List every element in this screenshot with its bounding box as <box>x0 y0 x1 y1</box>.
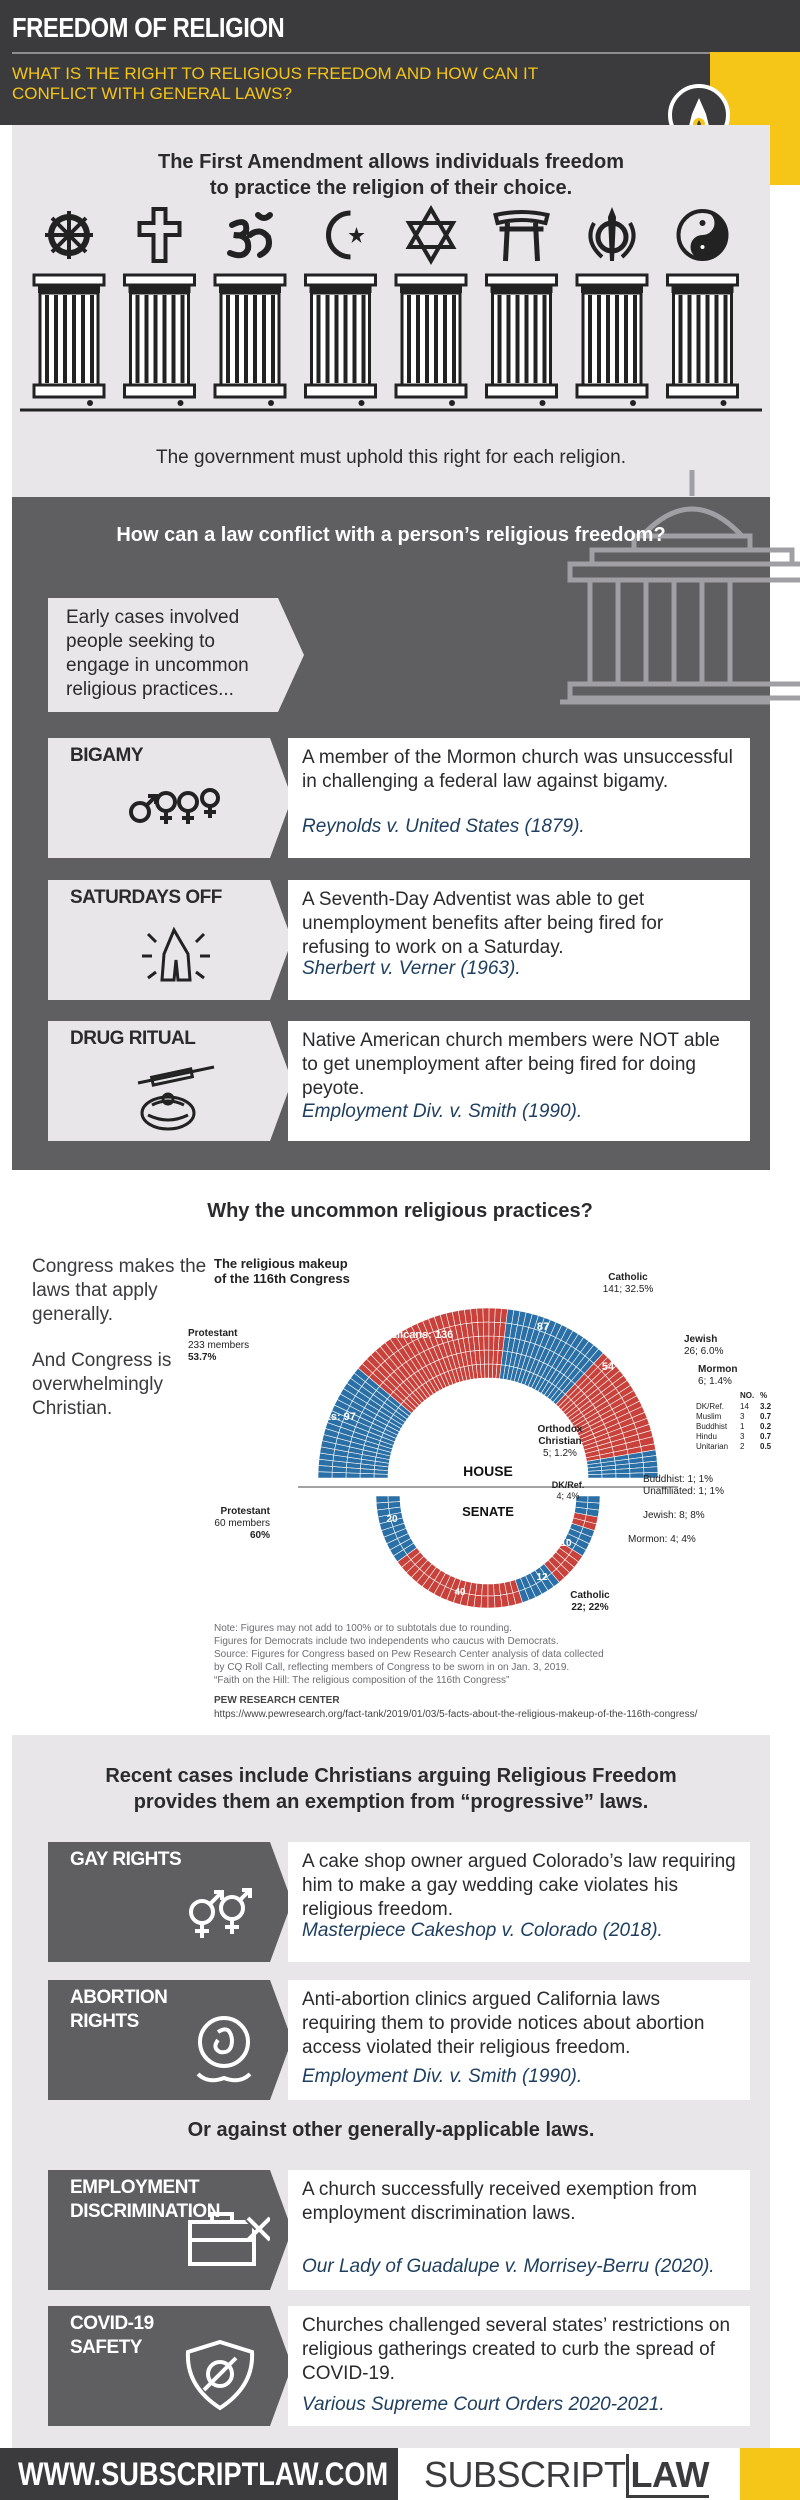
page-subtitle: WHAT IS THE RIGHT TO RELIGIOUS FREEDOM AND HOW CAN IT CONFLICT WITH GENERAL LAWS? <box>12 64 538 103</box>
house-jewish-val: 26; 6.0% <box>684 1346 724 1357</box>
virus-shield-icon <box>174 2336 274 2416</box>
case-label-line1: EMPLOYMENT <box>70 2177 200 2198</box>
right-margin-4 <box>770 1735 800 2453</box>
chart-note-line: by CQ Roll Call, reflecting members of Congress to be sworn in on Jan. 3, 2019. <box>214 1662 570 1673</box>
house-protestant-label: Protestant <box>188 1328 238 1339</box>
table-cell: Buddhist <box>696 1422 728 1431</box>
house-seat-protestant-republicans <box>479 1336 485 1350</box>
house-seat-protestant-republicans <box>484 1350 489 1364</box>
om-icon <box>230 215 270 255</box>
house-catholic-val: 141; 32.5% <box>602 1284 654 1295</box>
source-url[interactable]: https://www.pewresearch.org/fact-tank/2019/01/03/5-facts-about-the-religious-makeup-of-the-116th-congress/ <box>214 1709 698 1720</box>
house-seat-protestant-democrats <box>318 1472 332 1478</box>
other-laws-subheading: Or against other generally-applicable laws. <box>187 2119 595 2141</box>
republicans-label: Republicans: 136 <box>362 1329 454 1341</box>
table-cell: Unitarian <box>696 1442 729 1451</box>
pillar <box>306 275 376 406</box>
house-seat-other <box>630 1468 644 1474</box>
case-label-line2: RIGHTS <box>70 2011 139 2032</box>
case-citation: Employment Div. v. Smith (1990). <box>302 2066 583 2087</box>
table-cell: 14 <box>740 1402 749 1411</box>
pillar <box>215 275 285 406</box>
table-cell: Muslim <box>696 1412 722 1421</box>
intro-callout <box>48 598 278 712</box>
case-body <box>288 738 750 858</box>
case-label-line1: ABORTION <box>70 1987 168 2008</box>
case-citation: Reynolds v. United States (1879). <box>302 816 585 837</box>
case-label: BIGAMY <box>70 745 143 766</box>
house-seat-other <box>644 1467 658 1473</box>
senate-seat-protestant-republicans <box>482 1584 488 1596</box>
table-cell: 3 <box>740 1432 745 1441</box>
pillar <box>396 275 466 406</box>
brand-logo <box>424 2454 709 2496</box>
democrats-label: Democrats: 97 <box>280 1411 356 1423</box>
house-seat-protestant-republicans <box>479 1350 484 1364</box>
case-citation: Employment Div. v. Smith (1990). <box>302 1101 583 1122</box>
fetus-icon <box>174 2010 274 2090</box>
table-cell: 0.2 <box>760 1422 772 1431</box>
case-citation: Sherbert v. Verner (1963). <box>302 958 521 979</box>
gender-symbols-icon <box>118 778 238 854</box>
first-amendment-heading-1: The First Amendment allows individuals freedom <box>157 151 624 173</box>
table-header: % <box>760 1391 768 1400</box>
recent-cases-heading-1: Recent cases include Christians arguing Religious Freedom <box>105 1765 677 1787</box>
chart-title <box>214 1256 350 1286</box>
case-body <box>288 2170 750 2290</box>
house-orthodox-val: 5; 1.2% <box>543 1448 577 1459</box>
page-title: FREEDOM OF RELIGION <box>12 12 285 43</box>
house-seat-protestant-republicans <box>489 1322 495 1336</box>
senate-seat-other <box>575 1502 587 1509</box>
house-orthodox-label: Orthodox <box>537 1424 583 1435</box>
house-mormon-label: Mormon <box>698 1364 738 1375</box>
case-body <box>288 1980 750 2100</box>
senate-seat-protestant-republicans <box>474 1595 482 1608</box>
case-body <box>288 880 750 1000</box>
yin-yang-icon <box>679 211 727 259</box>
senate-seat-other <box>587 1502 600 1510</box>
case-text: A member of the Mormon church was unsuccessful in challenging a federal law against bigamy. <box>302 747 733 792</box>
star-of-david-icon <box>409 209 453 261</box>
senate-protestant-members: 60 members <box>214 1518 270 1529</box>
cross-icon <box>140 209 180 261</box>
source-org: PEW RESEARCH CENTER <box>214 1695 340 1706</box>
house-catholic-label: Catholic <box>608 1272 648 1283</box>
left-margin <box>0 497 12 1170</box>
senate-dkref-val: 4; 4% <box>556 1491 580 1501</box>
congress-side-text <box>32 1255 207 1421</box>
footer-accent-bar <box>740 2448 800 2500</box>
house-label: HOUSE <box>463 1463 513 1479</box>
house-jewish-label: Jewish <box>684 1334 718 1345</box>
case-card <box>48 880 750 1000</box>
case-label-line2: DISCRIMINATION <box>70 2201 220 2222</box>
praying-hands-icon <box>118 920 238 996</box>
house-seat-protestant-democrats <box>346 1473 360 1478</box>
house-seat-other <box>616 1473 630 1478</box>
case-text: Anti-abortion clinics argued California laws requiring them to provide notices about abortion access violated their religious freedom. <box>302 1989 705 2058</box>
pillar <box>34 275 104 406</box>
house-seat-protestant-republicans <box>483 1308 489 1322</box>
case-tag <box>48 1021 270 1141</box>
pillar <box>577 275 647 406</box>
right-margin <box>770 497 800 1170</box>
house-seat-protestant-republicans <box>489 1308 495 1322</box>
recent-cases-heading-2: provides them an exemption from “progressive” laws. <box>133 1791 649 1813</box>
house-orthodox-label2: Christian <box>538 1436 582 1447</box>
pillar <box>487 275 557 406</box>
table-cell: 3 <box>740 1412 745 1421</box>
house-seat-protestant-democrats <box>332 1472 346 1478</box>
chart-note-line: “Faith on the Hill: The religious composition of the 116th Congress” <box>214 1675 510 1686</box>
house-mormon-val: 6; 1.4% <box>698 1376 732 1387</box>
case-tag <box>48 738 270 858</box>
header-divider <box>12 52 772 54</box>
capitol-building-icon <box>520 462 770 712</box>
table-cell: Hindu <box>696 1432 717 1441</box>
senate-seat-protestant-republicans <box>475 1583 482 1595</box>
website-link[interactable]: WWW.SUBSCRIPTLAW.COM <box>18 2456 389 2492</box>
senate-prot-rep: 40 <box>454 1587 466 1598</box>
chart-note-line: Figures for Democrats include two independents who caucus with Democrats. <box>214 1636 559 1647</box>
house-seat-protestant-republicans <box>480 1364 485 1378</box>
case-citation: Our Lady of Guadalupe v. Morrisey-Berru (2020). <box>302 2256 715 2277</box>
torii-icon <box>496 212 548 261</box>
house-protestant-members: 233 members <box>188 1340 250 1351</box>
case-text: Native American church members were NOT able to get unemployment after being fired for doing peyote. <box>302 1030 720 1099</box>
star-crescent-icon <box>329 213 365 257</box>
senate-catholic-val: 22; 22% <box>571 1602 609 1613</box>
intro-text: Early cases involved people seeking to engage in uncommon religious practices... <box>66 607 249 700</box>
dharma-wheel-icon <box>45 211 93 259</box>
case-card <box>48 2170 750 2290</box>
table-cell: 0.7 <box>760 1432 772 1441</box>
table-header: NO. <box>740 1391 755 1400</box>
senate-buddhist: Buddhist: 1; 1% <box>643 1474 714 1485</box>
case-label-line1: GAY RIGHTS <box>70 1849 182 1870</box>
case-citation: Masterpiece Cakeshop v. Colorado (2018). <box>302 1920 663 1941</box>
house-seat-protestant-republicans <box>483 1322 489 1336</box>
intro-callout-arrow <box>278 598 304 712</box>
peyote-pipe-icon <box>118 1061 238 1137</box>
case-label <box>70 1848 181 1872</box>
chart-title-line2: of the 116th Congress <box>214 1271 350 1286</box>
congress-laws-text: Congress makes the laws that apply generally. <box>32 1256 207 1325</box>
briefcase-cross-icon <box>174 2200 274 2280</box>
gender-pair-icon <box>174 1872 274 1952</box>
case-label-line1: COVID-19 <box>70 2313 154 2334</box>
case-tag <box>48 880 270 1000</box>
first-amendment-heading-2: to practice the religion of their choice. <box>209 177 573 199</box>
religious-pillars <box>12 125 770 425</box>
brand-light: SUBSCRIPT <box>424 2454 626 2495</box>
house-seat-other <box>630 1473 644 1478</box>
senate-protestant-label: Protestant <box>220 1506 270 1517</box>
case-card <box>48 1980 750 2100</box>
house-seat-protestant-republicans <box>484 1336 489 1350</box>
senate-jewish: Jewish: 8; 8% <box>643 1510 705 1521</box>
case-body <box>288 1021 750 1141</box>
pillar <box>668 275 738 406</box>
senate-unaffiliated: Unaffiliated: 1; 1% <box>643 1486 724 1497</box>
senate-seat-protestant-republicans <box>488 1584 494 1596</box>
case-text: A Seventh-Day Adventist was able to get unemployment benefits after being fired for refusing to work on a Saturday. <box>302 889 664 958</box>
case-citation: Various Supreme Court Orders 2020-2021. <box>302 2394 665 2415</box>
brand-bold: LAW <box>626 2454 709 2498</box>
house-seat-other <box>616 1469 630 1474</box>
senate-seat-other <box>588 1496 600 1503</box>
case-label: SATURDAYS OFF <box>70 887 222 908</box>
table-cell: 0.7 <box>760 1412 772 1421</box>
senate-seat-protestant-republicans <box>481 1596 488 1608</box>
senate-seat-protestant-republicans <box>488 1596 495 1608</box>
senate-cath-rep: 10 <box>560 1538 572 1549</box>
table-cell: 0.5 <box>760 1442 772 1451</box>
chart-notes <box>214 1622 604 1687</box>
case-body <box>288 1842 750 1962</box>
uncommon-practices-title: Why the uncommon religious practices? <box>207 1200 593 1222</box>
chart-note-line: Note: Figures may not add to 100% or to subtotals due to rounding. <box>214 1623 512 1634</box>
senate-catholic-label: Catholic <box>570 1590 610 1601</box>
case-text: A church successfully received exemption from employment discrimination laws. <box>302 2179 697 2224</box>
senate-label: SENATE <box>462 1504 514 1519</box>
chart-title-line1: The religious makeup <box>214 1256 348 1271</box>
case-card <box>48 738 750 858</box>
house-seat-other <box>588 1474 602 1478</box>
senate-prot-dem: 20 <box>386 1514 398 1525</box>
senate-seat-protestant-democrats <box>388 1496 400 1502</box>
senate-cath-dem: 12 <box>536 1572 548 1583</box>
table-cell: 3.2 <box>760 1402 772 1411</box>
house-seat-other <box>602 1469 616 1474</box>
conflict-question: How can a law conflict with a person’s religious freedom? <box>116 524 666 546</box>
house-seat-protestant-republicans <box>477 1308 484 1322</box>
case-text: A cake shop owner argued Colorado’s law requiring him to make a gay wedding cake violates his religious freedom. <box>302 1851 736 1920</box>
catholic-dem-label: 87 <box>536 1321 550 1333</box>
case-label-line2: SAFETY <box>70 2337 142 2358</box>
congress-christian-text: And Congress is overwhelmingly Christian. <box>32 1350 172 1419</box>
case-text: Churches challenged several states’ restrictions on religious gatherings created to curb the spread of COVID-19. <box>302 2315 731 2384</box>
case-label: DRUG RITUAL <box>70 1028 196 1049</box>
case-tag <box>48 2170 270 2290</box>
pillar <box>125 275 195 406</box>
senate-mormon: Mormon: 4; 4% <box>628 1534 696 1545</box>
case-label <box>70 1986 167 2034</box>
case-card <box>48 2306 750 2426</box>
case-tag <box>48 1842 270 1962</box>
senate-protestant-pct: 60% <box>249 1530 270 1541</box>
case-tag <box>48 2306 270 2426</box>
house-seat-protestant-republicans <box>485 1364 489 1378</box>
house-protestant-pct: 53.7% <box>188 1352 217 1363</box>
house-seat-protestant-republicans <box>478 1322 484 1336</box>
case-card <box>48 1021 750 1141</box>
senate-seat-protestant-democrats <box>376 1496 388 1503</box>
catholic-rep-label: 54 <box>601 1361 615 1373</box>
house-seat-other <box>602 1474 616 1478</box>
footer <box>0 2448 800 2500</box>
government-uphold-text: The government must uphold this right for each religion. <box>156 447 626 468</box>
chart-note-line: Source: Figures for Congress based on Pew Research Center analysis of data collected <box>214 1649 604 1660</box>
case-label <box>70 2312 154 2360</box>
table-cell: 2 <box>740 1442 745 1451</box>
khanda-icon <box>590 207 633 261</box>
case-tag <box>48 1980 270 2100</box>
senate-dkref-label: DK/Ref. <box>551 1480 585 1490</box>
case-body <box>288 2306 750 2426</box>
case-card <box>48 1842 750 1962</box>
table-cell: DK/Ref. <box>696 1402 725 1411</box>
table-cell: 1 <box>740 1422 745 1431</box>
